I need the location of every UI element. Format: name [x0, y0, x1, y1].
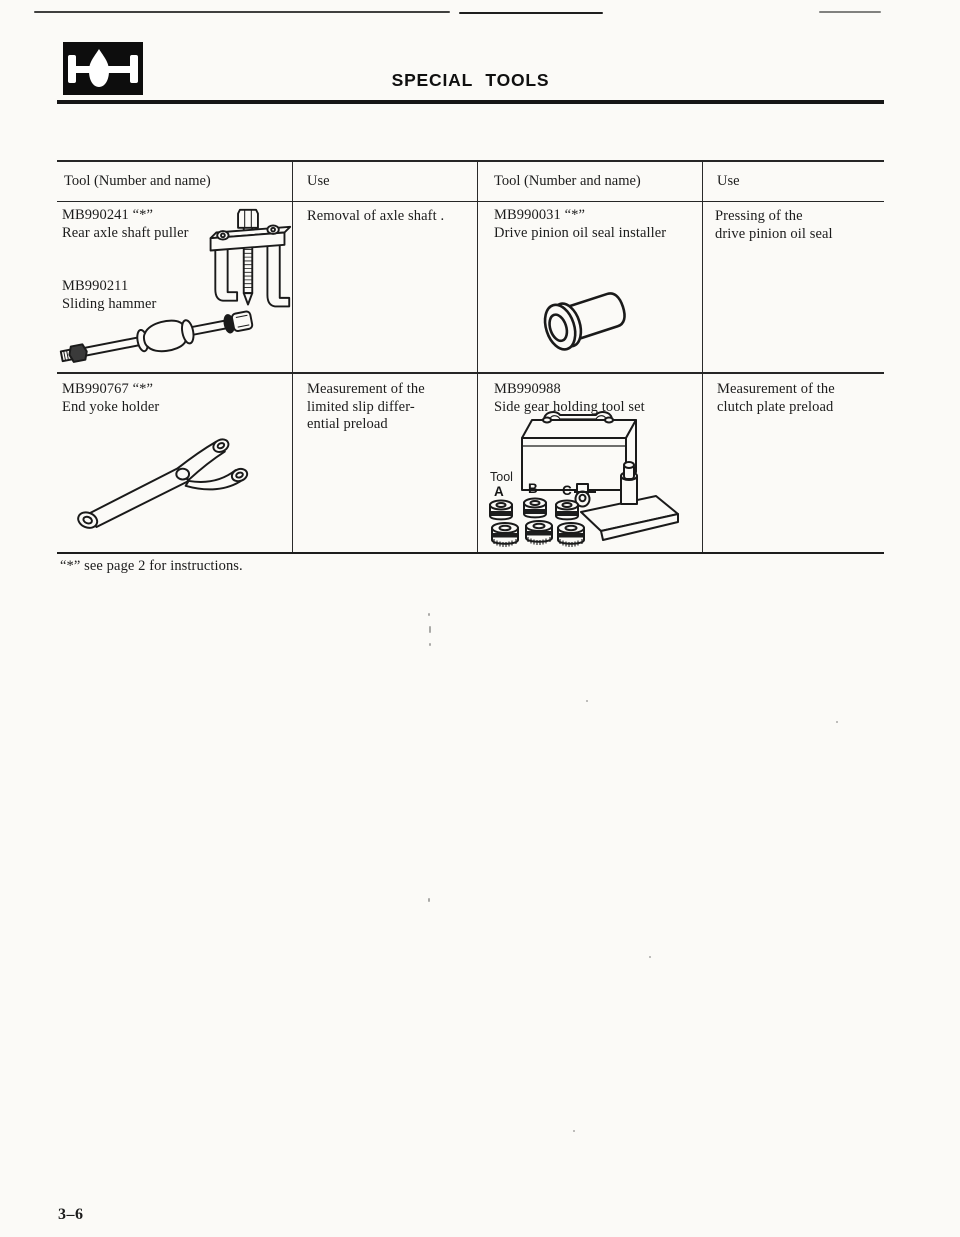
use-text-line: limited slip differ- — [307, 398, 415, 415]
column-header-tool-left: Tool (Number and name) — [57, 162, 293, 201]
use-cell — [703, 374, 884, 552]
page-title: SPECIAL TOOLS — [391, 70, 550, 90]
column-header-tool-right: Tool (Number and name) — [478, 162, 703, 201]
tool-a-label: A — [494, 484, 504, 499]
scan-artifact — [429, 643, 431, 646]
tool-number: MB990241 “*” — [62, 207, 154, 223]
use-text-line: Pressing of the — [715, 208, 803, 224]
end-yoke-holder-illustration — [72, 420, 264, 536]
footnote: “*” see page 2 for instructions. — [60, 558, 243, 574]
scan-artifact-line — [34, 11, 450, 13]
tool-c-label: C — [562, 483, 572, 498]
side-gear-holding-tool-set-illustration — [484, 410, 696, 550]
use-text-line: Measurement of the — [307, 381, 425, 397]
sliding-hammer-illustration — [58, 302, 254, 372]
tool-entry — [62, 381, 159, 416]
table-row — [57, 202, 884, 374]
scan-artifact-line — [459, 12, 603, 14]
tool-c-pair — [556, 501, 584, 548]
scan-artifact — [586, 700, 588, 702]
scan-artifact — [573, 1130, 575, 1132]
tool-b-pair — [524, 499, 552, 546]
scan-artifact — [428, 613, 430, 616]
table-header-row — [57, 162, 884, 202]
rear-axle-shaft-puller-illustration — [203, 203, 293, 316]
drive-pinion-oil-seal-installer-illustration — [532, 282, 637, 354]
use-text — [717, 381, 835, 416]
tool-number: MB990767 “*” — [62, 381, 154, 397]
special-tools-table — [57, 160, 884, 554]
tool-cell-side-gear-holding-set — [478, 374, 703, 552]
tool-cell-oil-seal-installer — [478, 202, 703, 372]
tool-number: MB990211 — [62, 278, 129, 294]
tool-cell-rear-axle-puller — [57, 202, 293, 372]
use-text — [715, 208, 833, 243]
use-text — [307, 208, 444, 226]
tool-name: Rear axle shaft puller — [62, 224, 189, 241]
use-text-line: ential preload — [307, 416, 388, 432]
page-number: 3–6 — [58, 1206, 84, 1223]
tool-name: End yoke holder — [62, 398, 160, 415]
tool-b-label: B — [528, 481, 538, 496]
tool-cell-end-yoke-holder — [57, 374, 293, 552]
title-rule — [57, 100, 884, 104]
tool-name: Sliding hammer — [62, 295, 157, 312]
use-text-line: clutch plate preload — [717, 398, 834, 415]
column-header-use-right: Use — [717, 173, 740, 189]
column-header-use-left: Use — [293, 162, 478, 201]
scan-artifact — [649, 956, 651, 958]
use-text-line: Measurement of the — [717, 381, 835, 397]
table-row — [57, 374, 884, 554]
tool-number: MB990988 — [494, 381, 561, 397]
scan-artifact — [836, 721, 838, 723]
tool-entry — [494, 207, 666, 242]
tool-a-pair — [490, 501, 518, 548]
scan-artifact — [429, 626, 431, 633]
scan-artifact-line — [819, 11, 881, 13]
use-text — [307, 381, 425, 434]
use-cell — [293, 374, 478, 552]
tool-name: Drive pinion oil seal installer — [494, 224, 667, 241]
tool-number: MB990031 “*” — [494, 207, 586, 223]
tool-name: Side gear holding tool set — [494, 398, 645, 415]
scan-artifact — [428, 898, 430, 902]
use-text-line: Removal of axle shaft . — [307, 208, 445, 224]
use-cell — [703, 202, 884, 372]
use-cell — [293, 202, 478, 372]
tool-entry — [62, 207, 189, 242]
use-text-line: drive pinion oil seal — [715, 225, 833, 242]
tool-caption-label: Tool — [490, 470, 513, 484]
